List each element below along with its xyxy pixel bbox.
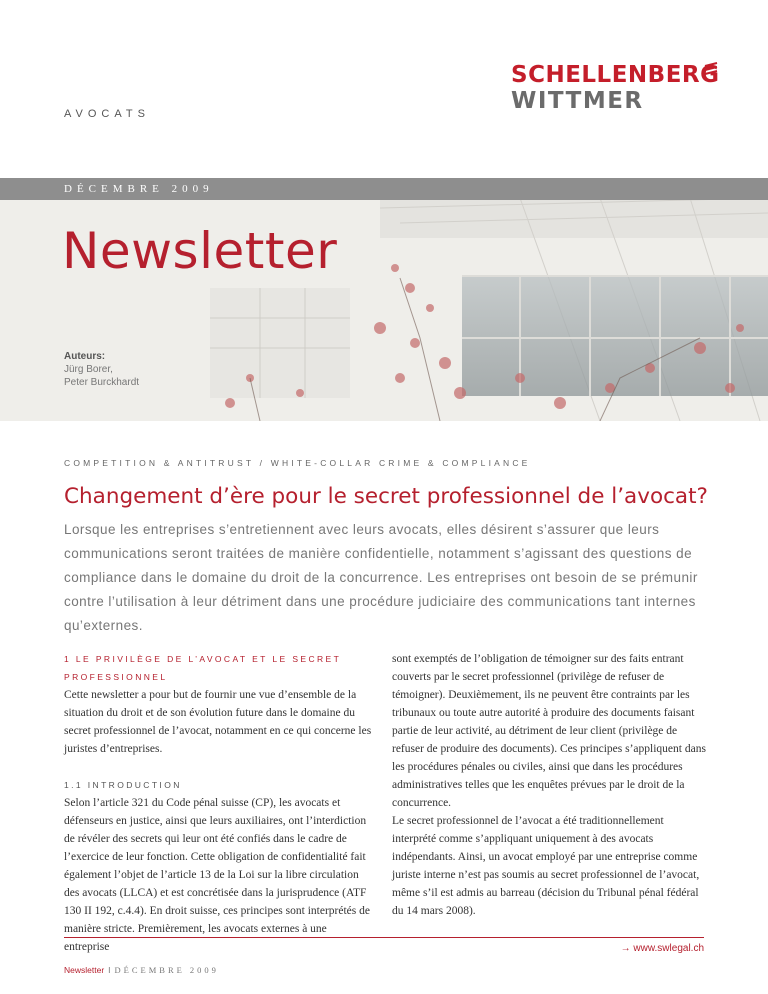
column-2-paragraph-2: Le secret professionnel de l’avocat a été traditionnellement interprété comme s’appliquant uniquement à des avocats indépendants. Ainsi, un avocat employé par une entreprise comme juriste interne n’est pas soumis au secret professionnel de l’avocat, même s’il est admis au barreau (décision du Tribunal pénal fédéral du 14 mars 2008). (392, 815, 700, 917)
logo-stripes-icon (703, 62, 719, 78)
authors-label: Auteurs: (64, 351, 106, 362)
footer-date: DÉCEMBRE 2009 (114, 965, 219, 975)
page-footer (64, 965, 219, 975)
footer-label: Newsletter (64, 965, 105, 975)
footer-rule (64, 937, 704, 938)
column-2-paragraph-1: sont exemptés de l’obligation de témoigner sur des faits entrant couverts par le secret professionnel (privilège de refuser de témoigner). Deuxièmement, ils ne peuvent être contraints par les tribunaux ou toute autre autorité à produire des documents faisant partie de leur activité, au détriment de leur client (privilège de refuser de produire des documents). Ces principes s’appliquent dans les procédures pénales ou civiles, ainsi que dans les procédures administratives telles que les enquêtes prévues par le droit de la concurrence. (392, 653, 706, 809)
author-1: Jürg Borer, (64, 364, 113, 375)
column-right (392, 650, 710, 920)
section-1-1-text: Selon l’article 321 du Code pénal suisse (CP), les avocats et défenseurs en justice, ainsi que leurs auxiliaires, ont l’interdiction de révéler des secrets qui leur ont été confiés dans le cadre de l’exercice de leur fonction. Cette obligation de confidentialité fait également l’objet de l’article 13 de la Loi sur la libre circulation des avocats (LLCA) et est concrétisée dans la jurisprudence (ATF 130 II 192, c.4.4). En droit suisse, ces principes sont interprétés de manière stricte. Premièrement, les avocats externes à une entreprise (64, 797, 370, 953)
logo-line-1: SCHELLENBERG (511, 62, 720, 88)
firm-logo[interactable] (511, 62, 720, 114)
section-1-text: Cette newsletter a pour but de fournir une vue d’ensemble de la situation du droit et de son évolution future dans le domaine du secret professionnel de l’avocat, notamment en ce qui concerne les juristes d’entreprises. (64, 689, 372, 755)
logo-line-2: WITTMER (511, 88, 644, 114)
website-link[interactable]: → www.swlegal.ch (620, 943, 704, 954)
article-headline: Changement d’ère pour le secret professionnel de l’avocat? (64, 484, 708, 509)
author-2: Peter Burckhardt (64, 377, 140, 388)
section-1-1-title: 1.1 INTRODUCTION (64, 780, 182, 790)
section-1-title: 1 LE PRIVILÈGE DE L’AVOCAT ET LE SECRET PROFESSIONNEL (64, 654, 342, 682)
authors-block (64, 350, 139, 389)
article-category: COMPETITION & ANTITRUST / WHITE-COLLAR CRIME & COMPLIANCE (64, 458, 531, 468)
issue-date: DÉCEMBRE 2009 (64, 183, 214, 195)
article-lead: Lorsque les entreprises s’entretiennent avec leurs avocats, elles désirent s’assurer que leurs communications seront traitées de manière confidentielle, notamment s’agissant des questions de compliance dans le domaine du droit de la concurrence. Les entreprises ont besoin de se prémunir contre l’utilisation à leur détriment dans une procédure judiciaire des communications tant internes qu’externes. (64, 522, 698, 633)
newsletter-title: Newsletter (62, 222, 338, 280)
firm-kicker: AVOCATS (64, 108, 150, 120)
column-left (64, 650, 374, 956)
footer-separator: I (108, 965, 111, 975)
